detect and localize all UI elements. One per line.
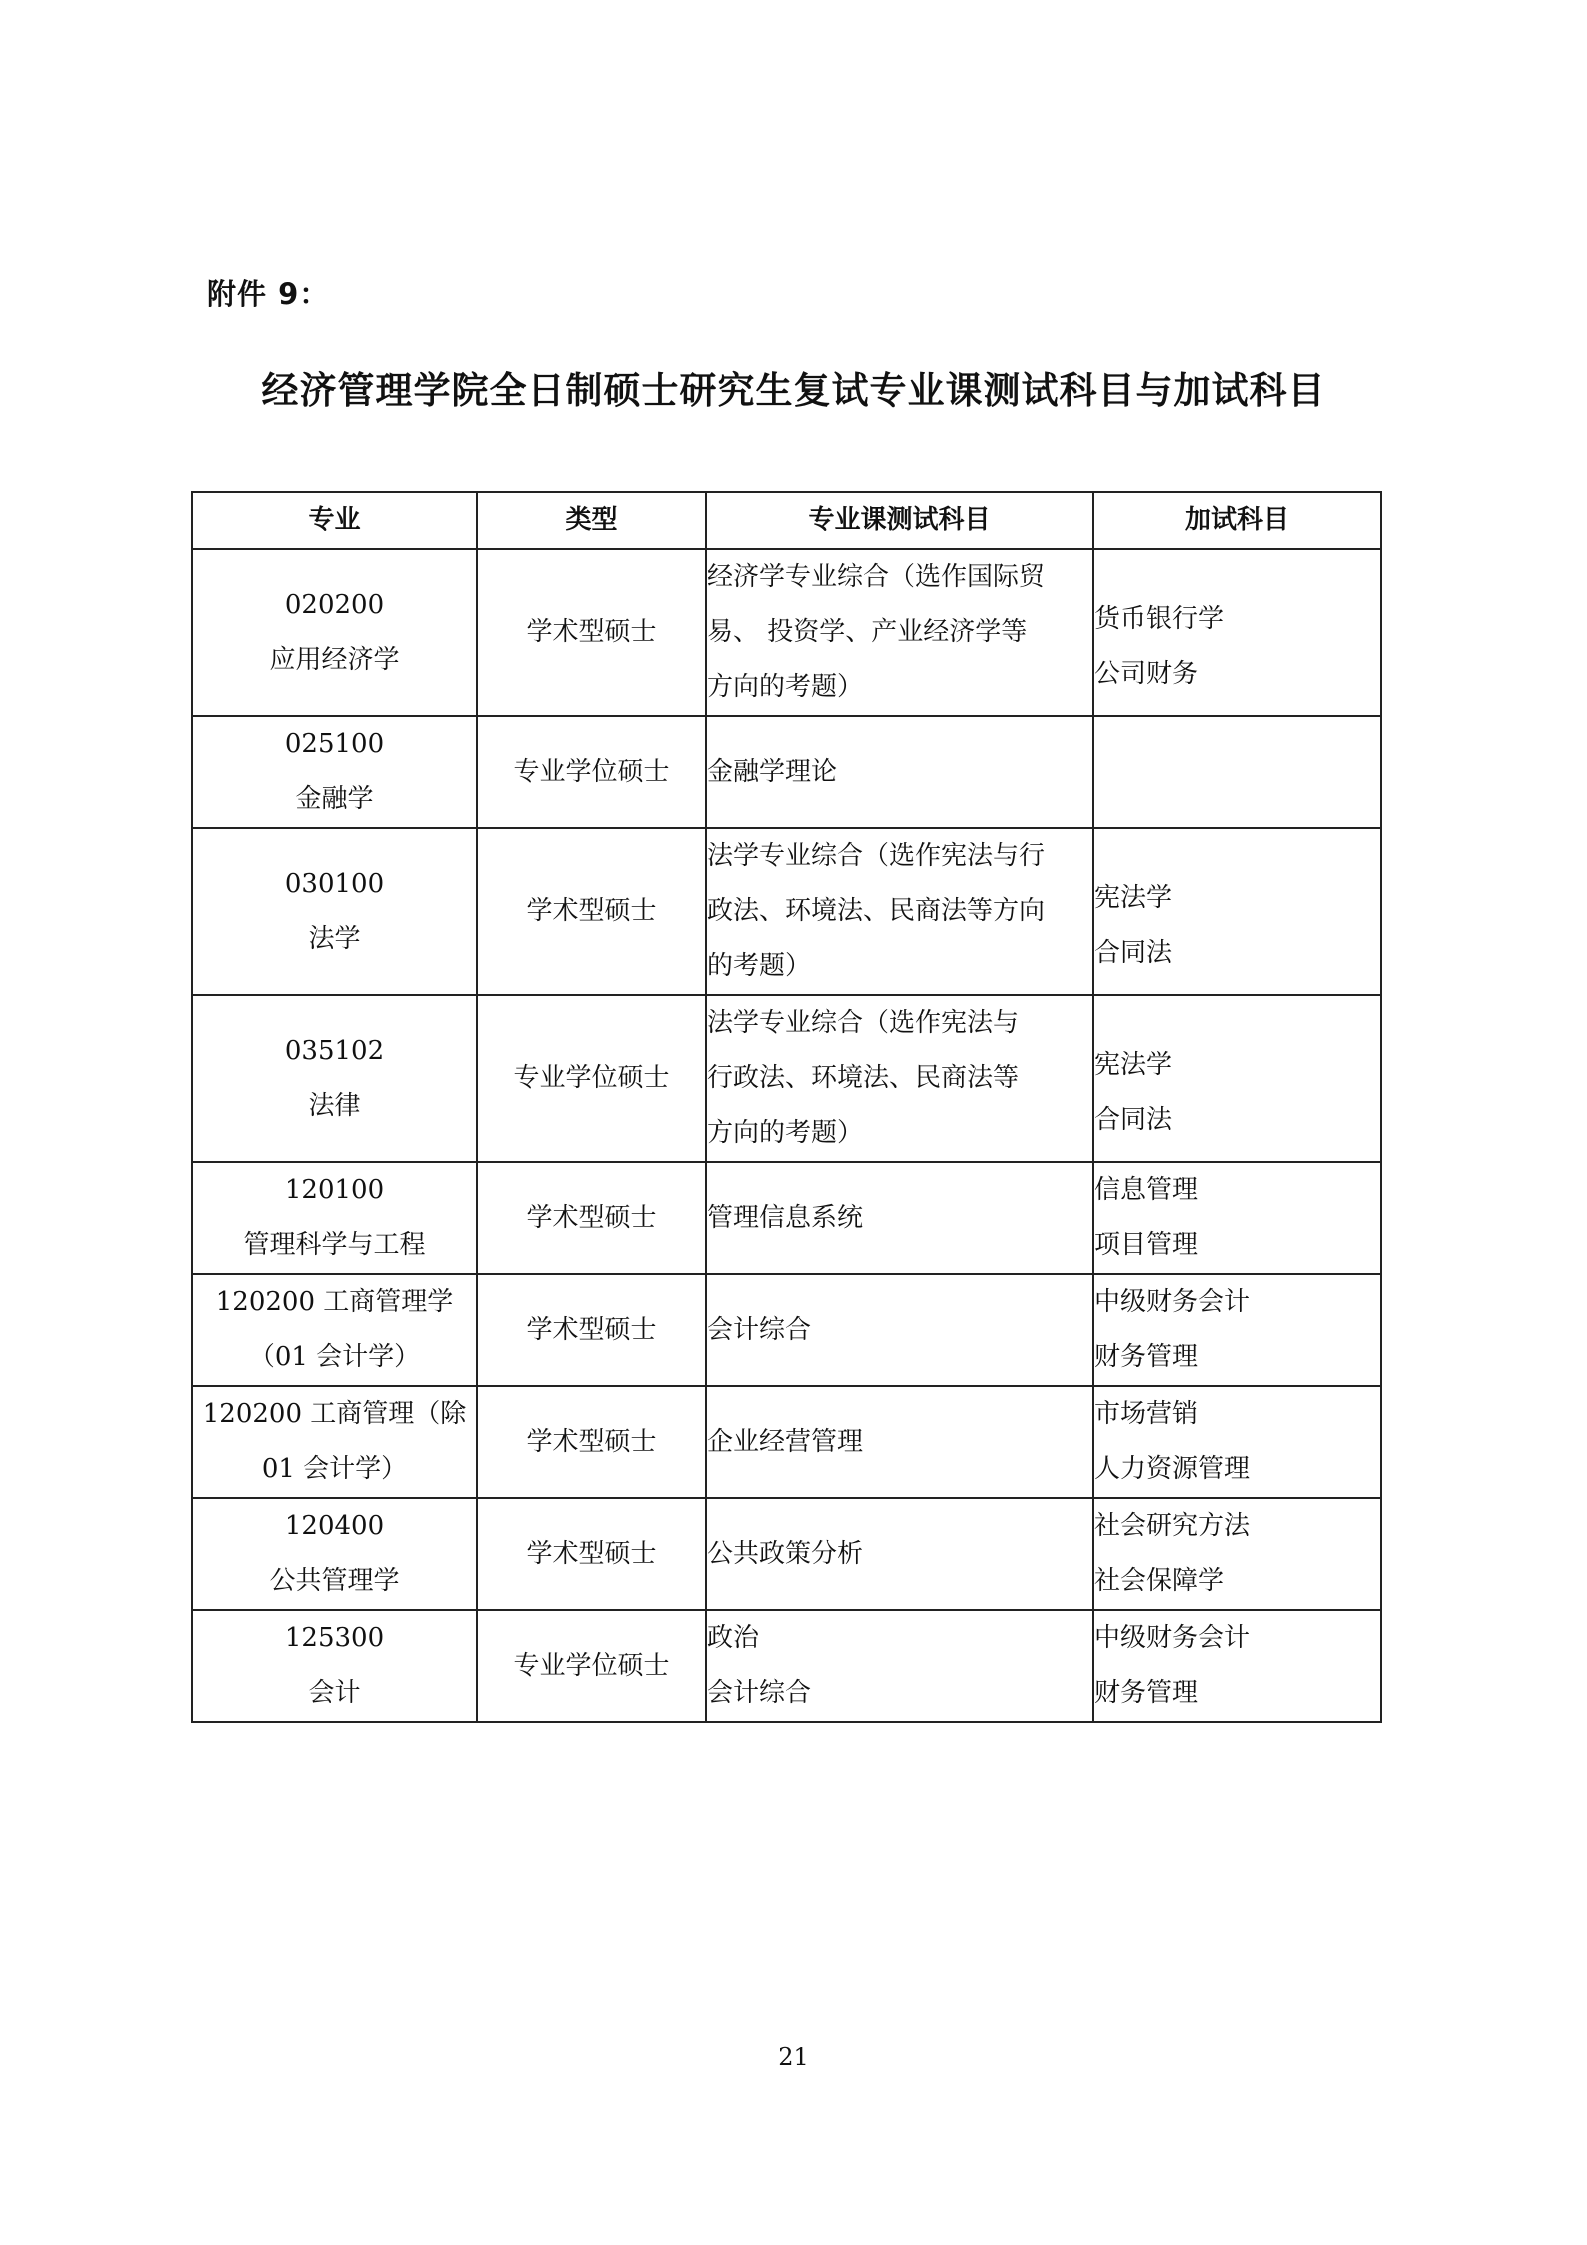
test-subject-line: 方向的考题） [707, 1118, 864, 1148]
table-row [192, 995, 1381, 1162]
test-subject-line: 管理信息系统 [707, 1202, 864, 1233]
extra-subject-line: 中级财务会计 [1094, 1287, 1251, 1317]
table-row [192, 1610, 1381, 1722]
extra-subject-list [1094, 843, 1380, 981]
cell-extra-subject [1093, 1610, 1381, 1722]
table-row [192, 1386, 1381, 1498]
test-subject-line: 政治 [707, 1623, 760, 1653]
extra-subject-line: 人力资源管理 [1094, 1454, 1251, 1484]
cell-type: 学术型硕士 [477, 828, 706, 995]
test-subject-line: 金融学理论 [707, 756, 838, 787]
cell-extra-subject [1093, 549, 1381, 716]
test-subject-line: 法学专业综合（选作宪法与行 [707, 841, 1046, 871]
extra-subject-list [1094, 1010, 1380, 1148]
cell-test-subject [706, 828, 1093, 995]
test-subject-line: 政法、环境法、民商法等方向 [707, 896, 1046, 926]
cell-type: 专业学位硕士 [477, 995, 706, 1162]
major-line: （01 会计学） [248, 1342, 421, 1372]
cell-extra-subject [1093, 1162, 1381, 1274]
test-subject-line: 会计综合 [707, 1678, 812, 1708]
cell-major [192, 1498, 477, 1610]
cell-major [192, 1162, 477, 1274]
major-line: 030100 [284, 868, 385, 899]
extra-subject-line: 信息管理 [1094, 1175, 1199, 1205]
table-row [192, 828, 1381, 995]
extra-subject-line: 公司财务 [1094, 658, 1199, 689]
table-row [192, 1498, 1381, 1610]
cell-extra-subject [1093, 995, 1381, 1162]
extra-subject-line: 合同法 [1094, 937, 1173, 968]
cell-major [192, 1274, 477, 1386]
subjects-table [191, 491, 1382, 1723]
table-row [192, 1162, 1381, 1274]
major-line: 120100 [284, 1175, 385, 1205]
header-type: 类型 [477, 492, 706, 549]
cell-major [192, 1386, 477, 1498]
major-line: 应用经济学 [269, 644, 400, 675]
header-extra-subject: 加试科目 [1093, 492, 1381, 549]
major-line: 法律 [308, 1090, 361, 1121]
cell-major [192, 995, 477, 1162]
test-subject-line: 会计综合 [707, 1314, 812, 1345]
extra-subject-list [1094, 1163, 1380, 1273]
major-line: 120200 工商管理（除 [202, 1399, 467, 1429]
cell-extra-subject [1093, 1386, 1381, 1498]
extra-subject-line: 中级财务会计 [1094, 1623, 1251, 1653]
page-number: 21 [778, 2043, 809, 2071]
test-subject-line: 易、 投资学、产业经济学等 [707, 617, 1028, 647]
extra-subject-list [1094, 1275, 1380, 1385]
cell-major [192, 716, 477, 828]
test-subject-line: 公共政策分析 [707, 1538, 864, 1569]
major-line: 管理科学与工程 [243, 1230, 426, 1260]
document-title: 经济管理学院全日制硕士研究生复试专业课测试科目与加试科目 [261, 369, 1326, 412]
test-subject-line: 行政法、环境法、民商法等 [707, 1063, 1020, 1093]
cell-major [192, 549, 477, 716]
cell-major [192, 1610, 477, 1722]
test-subject-line: 法学专业综合（选作宪法与 [707, 1008, 1020, 1038]
extra-subject-list [1094, 1611, 1380, 1721]
header-test-subject: 专业课测试科目 [706, 492, 1093, 549]
major-line: 120200 工商管理学 [215, 1287, 454, 1317]
major-line: 法学 [308, 923, 361, 954]
extra-subject-line: 宪法学 [1094, 882, 1173, 913]
extra-subject-line: 宪法学 [1094, 1049, 1173, 1080]
table-row [192, 1274, 1381, 1386]
cell-type: 学术型硕士 [477, 549, 706, 716]
cell-extra-subject [1093, 716, 1381, 828]
extra-subject-line: 财务管理 [1094, 1342, 1199, 1372]
cell-test-subject [706, 1386, 1093, 1498]
header-major: 专业 [192, 492, 477, 549]
attachment-label: 附件 9： [207, 277, 330, 311]
cell-test-subject [706, 995, 1093, 1162]
table-row [192, 716, 1381, 828]
test-subject-line: 的考题） [707, 951, 812, 981]
extra-subject-line: 财务管理 [1094, 1678, 1199, 1708]
extra-subject-line: 市场营销 [1094, 1399, 1199, 1429]
major-line: 01 会计学） [261, 1454, 408, 1484]
cell-major [192, 828, 477, 995]
major-line: 会计 [308, 1678, 361, 1708]
cell-extra-subject [1093, 1274, 1381, 1386]
major-line: 125300 [284, 1623, 385, 1653]
cell-type: 专业学位硕士 [477, 716, 706, 828]
major-line: 020200 [284, 589, 385, 620]
major-line: 120400 [284, 1511, 385, 1541]
cell-type: 学术型硕士 [477, 1498, 706, 1610]
cell-type: 学术型硕士 [477, 1162, 706, 1274]
extra-subject-line: 社会保障学 [1094, 1566, 1225, 1596]
test-subject-line: 经济学专业综合（选作国际贸 [707, 562, 1046, 592]
cell-test-subject [706, 1610, 1093, 1722]
table-row [192, 549, 1381, 716]
table-header-row [192, 492, 1381, 549]
extra-subject-list [1094, 564, 1380, 702]
major-line: 035102 [284, 1035, 385, 1066]
cell-extra-subject [1093, 828, 1381, 995]
table-body [192, 549, 1381, 1722]
major-line: 金融学 [295, 784, 374, 814]
extra-subject-list [1094, 1499, 1380, 1609]
cell-test-subject [706, 1274, 1093, 1386]
cell-test-subject [706, 1162, 1093, 1274]
cell-test-subject [706, 1498, 1093, 1610]
major-line: 025100 [284, 729, 385, 759]
cell-type: 学术型硕士 [477, 1386, 706, 1498]
cell-test-subject [706, 549, 1093, 716]
cell-type: 专业学位硕士 [477, 1610, 706, 1722]
test-subject-line: 方向的考题） [707, 672, 864, 702]
cell-test-subject [706, 716, 1093, 828]
extra-subject-list [1094, 1387, 1380, 1497]
cell-type: 学术型硕士 [477, 1274, 706, 1386]
extra-subject-line: 项目管理 [1094, 1230, 1199, 1260]
test-subject-line: 企业经营管理 [707, 1426, 864, 1457]
extra-subject-line: 货币银行学 [1094, 603, 1225, 634]
cell-extra-subject [1093, 1498, 1381, 1610]
extra-subject-line: 社会研究方法 [1094, 1511, 1251, 1541]
major-line: 公共管理学 [269, 1566, 400, 1596]
extra-subject-line: 合同法 [1094, 1104, 1173, 1135]
